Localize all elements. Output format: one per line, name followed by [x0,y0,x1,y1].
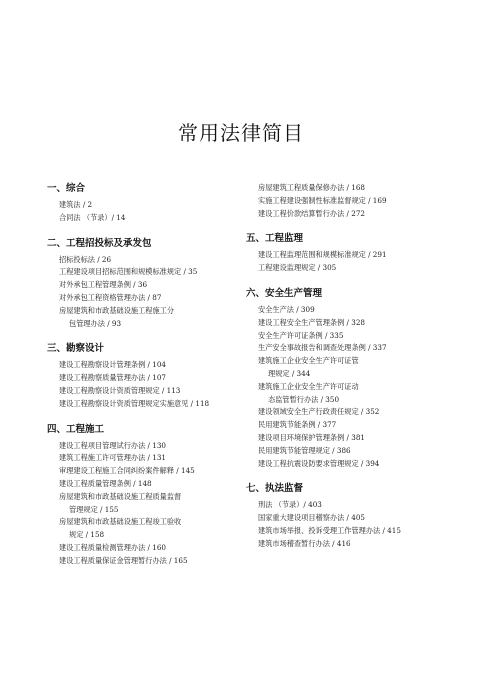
toc-entry [246,458,446,471]
toc-entry-text: 安全生产法 / 309 [258,304,315,314]
section-heading: 一、综合 [47,183,86,194]
toc-entry-text: 建筑施工企业安全生产许可证动 [258,381,359,391]
toc-entry [246,406,446,419]
toc-entry [47,398,242,411]
toc-entry [246,262,446,275]
toc-entry-text: 建筑市场举报、投诉受理工作管理办法 / 415 [258,525,401,535]
toc-section-continued [246,182,446,220]
page-title: 常用法律简目 [178,121,304,145]
toc-entry-text: 建筑市场稽查暂行办法 / 416 [258,538,351,548]
toc-entry-text: 建设工程安全生产管理条例 / 328 [258,317,365,327]
toc-entry-text: 安全生产许可证条例 / 335 [258,330,344,340]
toc-entry-text: 招标投标法 / 26 [59,254,112,264]
toc-entry [246,342,446,355]
toc-entry [246,538,446,551]
toc-entry-text: 国家重大建设项目稽察办法 / 405 [258,513,365,523]
toc-entry [246,249,446,262]
toc-entry-continuation: 规定 / 158 [69,530,105,540]
toc-entry-text: 房屋建筑和市政基础设施工程质量监督 [59,491,182,501]
toc-entry [246,317,446,330]
toc-entry [47,516,242,542]
toc-section [47,423,242,568]
toc-entry [47,385,242,398]
toc-entry [246,432,446,445]
toc-entry [246,419,446,432]
toc-entry-text: 建筑施工企业安全生产许可证管 [258,356,359,366]
toc-entry-text: 建设工程价款结算暂行办法 / 272 [258,208,365,218]
toc-entry [47,555,242,568]
toc-entry-text: 建筑工程施工许可管理办法 / 131 [59,453,166,463]
toc-entry [246,445,446,458]
toc-entry-text: 房屋建筑工程质量保修办法 / 168 [258,183,365,192]
toc-entry-continuation: 管理规定 / 155 [69,504,119,514]
toc-entry [47,491,242,517]
toc-entry-continuation: 包管理办法 / 93 [69,318,122,328]
section-heading: 七、执法监督 [246,483,304,495]
toc-entry [246,182,446,195]
toc-entry [47,254,242,267]
toc-entry-text: 实施工程建设强制性标准监督规定 / 169 [258,195,387,205]
toc-entry [246,355,446,381]
toc-entry [246,330,446,343]
toc-entry [47,359,242,372]
section-heading: 二、工程招投标及承发包 [47,237,152,249]
toc-entry [246,208,446,221]
right-column [246,182,446,563]
toc-entry [246,512,446,525]
toc-entry-text: 建设工程项目管理试行办法 / 130 [59,440,166,450]
section-heading: 五、工程监理 [246,233,304,245]
toc-entry-continuation: 理规定 / 344 [268,368,311,378]
toc-entry [246,381,446,407]
toc-entry [246,304,446,317]
toc-entry-text: 生产安全事故报告和调查处理条例 / 337 [258,343,387,353]
toc-entry-text: 建设工程质量保证金管理暂行办法 / 165 [59,555,188,565]
toc-entry-text: 审理建设工程施工合同纠纷案件解释 / 145 [59,466,195,476]
toc-section [246,482,446,550]
toc-entry [47,372,242,385]
toc-entry [47,279,242,292]
toc-entry-text: 房屋建筑和市政基础设施工程竣工验收 [59,517,182,527]
toc-section [47,182,242,225]
section-heading: 六、安全生产管理 [246,287,323,299]
toc-section [246,232,446,275]
toc-entry-text: 房屋建筑和市政基础设施工程施工分 [59,305,175,315]
toc-entry-text: 建筑法 / 2 [59,200,93,209]
toc-entry [246,195,446,208]
section-heading: 三、勘察设计 [47,343,105,355]
toc-entry [47,266,242,279]
toc-entry-text: 建设项目环境保护管理条例 / 381 [258,432,365,442]
toc-entry [47,305,242,331]
toc-entry-text: 建设工程抗震设防要求管理规定 / 394 [258,458,380,468]
toc-entry-text: 建设工程监理范围和规模标准规定 / 291 [258,250,387,260]
toc-entry-text: 合同法 （节录）/ 14 [59,212,126,222]
toc-entry [47,542,242,555]
toc-entry-text: 对外承包工程资格管理办法 / 87 [59,292,162,302]
toc-entry [246,525,446,538]
toc-entry [47,199,242,212]
toc-entry-text: 建设工程质量检测管理办法 / 160 [59,542,166,552]
toc-entry-text: 民用建筑节能管理规定 / 386 [258,445,351,455]
section-heading: 四、工程施工 [47,423,105,435]
toc-entry-text: 对外承包工程管理条例 / 36 [59,280,148,290]
left-column [47,182,242,580]
toc-entry-text: 建设工程勘察设计资质管理规定 / 113 [59,385,181,395]
toc-entry-text: 工程建设项目招标范围和规模标准规定 / 35 [59,267,198,277]
toc-entry-text: 建设工程勘察设计资质管理规定实施意见 / 118 [59,398,210,408]
toc-entry [47,440,242,453]
toc-entry-text: 工程建设监理规定 / 305 [258,263,337,273]
toc-entry [47,452,242,465]
toc-section [246,287,446,470]
toc-section [47,237,242,331]
toc-section [47,342,242,410]
toc-entry-text: 刑法 （节录）/ 403 [258,500,322,510]
toc-entry [47,465,242,478]
toc-entry-continuation: 态监管暂行办法 / 350 [268,394,340,404]
toc-entry [47,478,242,491]
toc-entry [47,212,242,225]
toc-entry-text: 建设工程勘察设计管理条例 / 104 [59,360,166,370]
toc-entry-text: 建设工程质量管理条例 / 148 [59,478,152,488]
toc-entry [246,499,446,512]
toc-entry-text: 民用建筑节能条例 / 377 [258,420,337,430]
toc-entry-text: 建设工程勘察质量管理办法 / 107 [59,373,166,383]
toc-entry-text: 建设领域安全生产行政责任规定 / 352 [258,407,380,417]
toc-entry [47,292,242,305]
